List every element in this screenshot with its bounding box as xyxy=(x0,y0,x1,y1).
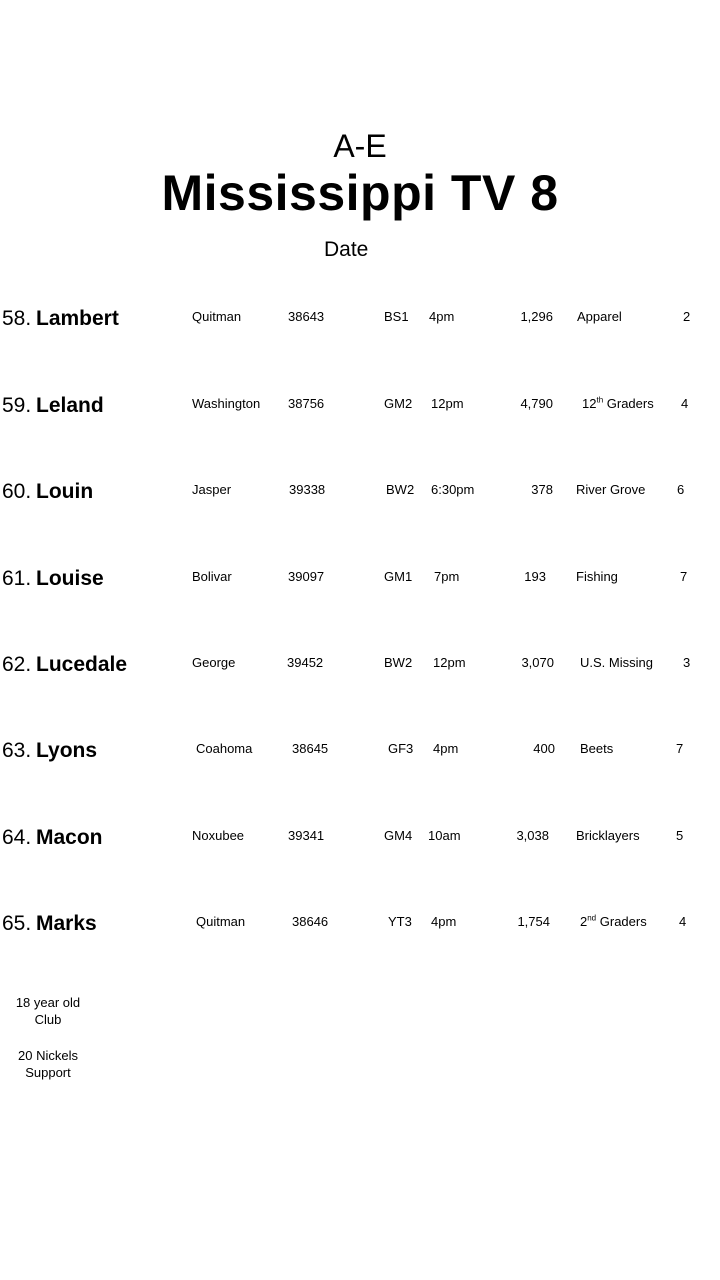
row-number: 59. xyxy=(2,394,32,417)
category: 12th Graders xyxy=(582,395,654,411)
rank: 7 xyxy=(676,741,684,756)
zip-code: 39097 xyxy=(288,569,325,584)
zip-code: 38756 xyxy=(288,396,325,411)
time: 6:30pm xyxy=(431,482,475,497)
footnote-line: Support xyxy=(25,1065,71,1080)
county: Bolivar xyxy=(192,569,232,584)
footnote-line: 20 Nickels xyxy=(18,1048,78,1063)
town-name: Macon xyxy=(36,826,103,849)
table-row xyxy=(0,912,720,952)
table-row xyxy=(0,480,720,520)
row-number: 58. xyxy=(2,307,32,330)
table-row xyxy=(0,394,720,434)
row-number: 64. xyxy=(2,826,32,849)
category: 2nd Graders xyxy=(580,913,647,929)
table-row xyxy=(0,567,720,607)
town-name: Lyons xyxy=(36,739,98,762)
time: 4pm xyxy=(431,914,457,929)
population: 3,070 xyxy=(521,655,554,670)
population: 378 xyxy=(531,482,553,497)
range-heading: A-E xyxy=(333,128,387,164)
county: Noxubee xyxy=(192,828,245,843)
town-name: Lambert xyxy=(36,307,119,330)
zip-code: 38643 xyxy=(288,309,325,324)
table-row xyxy=(0,739,720,779)
table-row xyxy=(0,826,720,866)
footnote-club xyxy=(0,994,96,1028)
town-name: Leland xyxy=(36,394,104,417)
county: Jasper xyxy=(192,482,232,497)
channel-code: YT3 xyxy=(388,914,412,929)
time: 12pm xyxy=(431,396,464,411)
channel-code: BW2 xyxy=(384,655,413,670)
town-name: Louin xyxy=(36,480,94,503)
zip-code: 39452 xyxy=(287,655,324,670)
zip-code: 38646 xyxy=(292,914,329,929)
time: 10am xyxy=(428,828,461,843)
county: George xyxy=(192,655,236,670)
county: Quitman xyxy=(196,914,246,929)
category: Apparel xyxy=(577,309,622,324)
population: 4,790 xyxy=(520,396,553,411)
town-name: Lucedale xyxy=(36,653,128,676)
channel-code: BW2 xyxy=(386,482,415,497)
category: U.S. Missing xyxy=(580,655,653,670)
time: 4pm xyxy=(433,741,459,756)
footnote-line: 18 year old xyxy=(15,995,81,1010)
row-number: 63. xyxy=(2,739,32,762)
population: 1,754 xyxy=(517,914,550,929)
channel-code: GM1 xyxy=(384,569,413,584)
time: 7pm xyxy=(434,569,460,584)
rank: 2 xyxy=(683,309,691,324)
population: 3,038 xyxy=(516,828,549,843)
zip-code: 39338 xyxy=(289,482,326,497)
category: Fishing xyxy=(576,569,618,584)
footnote-line: Club xyxy=(34,1012,62,1027)
footnote-support xyxy=(0,1047,96,1081)
population: 400 xyxy=(533,741,555,756)
county: Quitman xyxy=(192,309,242,324)
table-row xyxy=(0,653,720,693)
category: Beets xyxy=(580,741,614,756)
rank: 7 xyxy=(680,569,688,584)
rank: 6 xyxy=(677,482,685,497)
category: Bricklayers xyxy=(576,828,640,843)
population: 193 xyxy=(524,569,546,584)
county: Coahoma xyxy=(196,741,253,756)
rank: 5 xyxy=(676,828,684,843)
row-number: 65. xyxy=(2,912,32,935)
time: 4pm xyxy=(429,309,455,324)
rank: 3 xyxy=(683,655,691,670)
row-number: 60. xyxy=(2,480,32,503)
rank: 4 xyxy=(679,914,687,929)
town-name: Marks xyxy=(36,912,97,935)
channel-code: GM2 xyxy=(384,396,413,411)
channel-code: GF3 xyxy=(388,741,414,756)
rank: 4 xyxy=(681,396,689,411)
table-row xyxy=(0,307,720,347)
channel-code: BS1 xyxy=(384,309,409,324)
row-number: 61. xyxy=(2,567,32,590)
date-label: Date xyxy=(324,238,369,261)
time: 12pm xyxy=(433,655,466,670)
zip-code: 39341 xyxy=(288,828,325,843)
county: Washington xyxy=(192,396,261,411)
row-number: 62. xyxy=(2,653,32,676)
page-title: Mississippi TV 8 xyxy=(161,165,559,221)
category: River Grove xyxy=(576,482,646,497)
town-name: Louise xyxy=(36,567,104,590)
population: 1,296 xyxy=(520,309,553,324)
channel-code: GM4 xyxy=(384,828,413,843)
zip-code: 38645 xyxy=(292,741,329,756)
